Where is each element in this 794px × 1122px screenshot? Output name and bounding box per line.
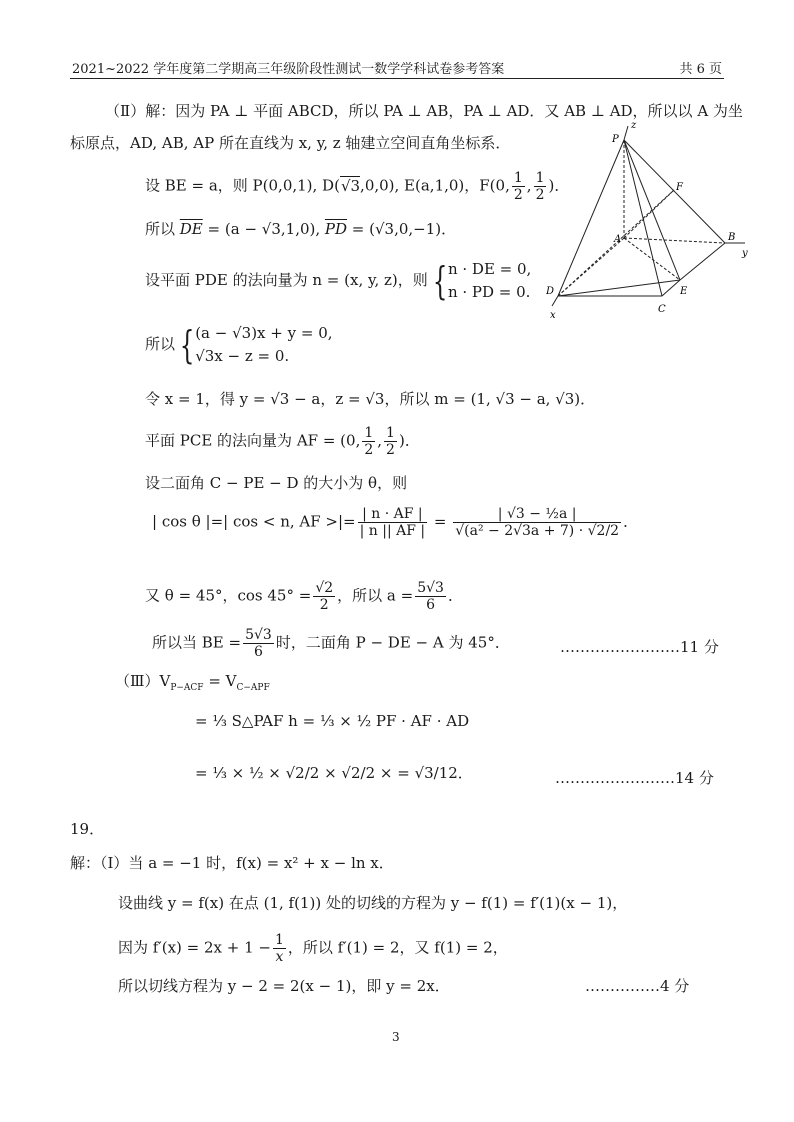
fraction xyxy=(313,580,335,613)
numerator: 1 xyxy=(274,932,284,948)
text: ,0,0), E(a,1,0)，F(0, xyxy=(360,176,510,195)
brace: { xyxy=(432,259,448,303)
numerator: 1 xyxy=(513,170,523,186)
label-y: y xyxy=(742,248,748,259)
header-page-count: 共 6 页 xyxy=(679,62,722,77)
part3-line1 xyxy=(115,670,270,693)
text: 时，二面角 P − DE − A 为 45°． xyxy=(275,633,510,652)
label-D: D xyxy=(546,286,555,297)
text: (a − √3,1,0), xyxy=(224,220,325,238)
denominator: 2 xyxy=(386,442,395,458)
fraction xyxy=(362,425,375,458)
label-A: A xyxy=(614,234,622,245)
q19-line2: 设曲线 y = f(x) 在点 (1, f(1)) 处的切线的方程为 y − f(1) = f′(1)(x − 1)， xyxy=(118,894,628,912)
fraction xyxy=(358,506,428,539)
denominator: x xyxy=(275,949,284,965)
fraction xyxy=(453,506,621,539)
q19-line3 xyxy=(118,932,508,965)
equation: n · PD = 0. xyxy=(447,283,531,301)
label-C: C xyxy=(658,304,666,315)
page-number: 3 xyxy=(392,1030,400,1044)
text: （Ⅲ）V xyxy=(115,672,171,690)
equation: n · DE = 0, xyxy=(447,260,532,278)
label-B: B xyxy=(728,232,736,243)
period: ． xyxy=(447,586,463,605)
subscript: P−ACF xyxy=(170,683,204,693)
denominator: 6 xyxy=(426,597,436,613)
text: ，所以 a = xyxy=(337,586,414,605)
separator: , xyxy=(526,176,532,195)
numerator: | n · AF | xyxy=(358,506,428,523)
denominator: 2 xyxy=(535,187,545,203)
q19-line4: 所以切线方程为 y − 2 = 2(x − 1)，即 y = 2x． xyxy=(118,977,450,995)
numerator: 1 xyxy=(364,425,374,441)
text: √3 xyxy=(340,176,361,195)
close-paren: )． xyxy=(548,176,570,195)
header-title: 2021~2022 学年度第二学期高三年级阶段性测试一数学学科试卷参考答案 xyxy=(72,62,505,77)
denominator: | n || AF | xyxy=(359,523,426,539)
question-19-number: 19． xyxy=(70,820,105,838)
part2-line7: 令 x = 1，得 y = √3 − a，z = √3，所以 m = (1, √3 − a, √3)． xyxy=(145,390,596,408)
equation: √3x − z = 0. xyxy=(195,347,290,365)
pyramid-figure xyxy=(540,118,755,323)
part3-line3: = ⅓ × ½ × √2/2 × √2/2 × = √3/12． xyxy=(195,764,473,782)
fraction xyxy=(273,932,286,965)
fraction xyxy=(415,580,446,613)
numerator: | √3 − ½a | xyxy=(453,506,621,523)
denominator: 2 xyxy=(513,187,523,203)
label-z: z xyxy=(631,120,637,131)
part2-line9: 设二面角 C − PE − D 的大小为 θ，则 xyxy=(145,474,408,492)
text: = V xyxy=(203,672,237,690)
part2-line11 xyxy=(145,580,463,613)
numerator: 5√3 xyxy=(417,580,444,596)
period: ． xyxy=(623,512,639,531)
text: (√3,0,−1)． xyxy=(369,220,457,238)
fraction xyxy=(384,425,397,458)
q19-line1: 解：（Ⅰ）当 a = −1 时，f(x) = x² + x − ln x． xyxy=(70,854,394,872)
text: 又 θ = 45°，cos 45° = xyxy=(145,586,312,605)
text: | cos θ |=| cos < n, AF >|= xyxy=(152,512,356,531)
part2-line1: （Ⅱ）解：因为 PA ⊥ 平面 ABCD，所以 PA ⊥ AB，PA ⊥ AD．又 AB ⊥ AD，所以以 A 为坐 xyxy=(105,102,743,120)
part2-line3 xyxy=(145,170,569,203)
vector-PD: $\overline{PD}$ xyxy=(324,220,348,238)
fraction xyxy=(512,170,525,203)
denominator: √(a² − 2√3a + 7) · √2/2 xyxy=(455,523,620,539)
part2-line12 xyxy=(152,627,510,660)
part2-line4: 所以 $\overline{DE} = (a - √3,1,0)$, $\overline{PD} = (√3,0,-1)$． xyxy=(145,220,457,238)
label-E: E xyxy=(680,286,688,297)
label-x: x xyxy=(550,310,556,321)
fraction xyxy=(243,627,274,660)
text: 设平面 PDE 的法向量为 n = (x, y, z)，则 xyxy=(145,271,428,289)
subscript: C−APF xyxy=(236,683,270,693)
label-F: F xyxy=(676,182,683,193)
numerator: 5√3 xyxy=(245,627,272,643)
equation-system xyxy=(195,322,332,368)
equation: (a − √3)x + y = 0, xyxy=(195,324,333,342)
score-11: ……………………11 分 xyxy=(560,638,719,656)
part2-line10: | cos θ |=| cos < n, AF >|= $\frac{| n \cdot AF |}{| n || AF |}$ = $\frac{\text{| √3 − ½a |}}{\text{√(a² − 2√3a + 7) · √2/2}}$ ． xyxy=(152,506,639,539)
denominator: 6 xyxy=(253,644,263,660)
part3-line2: = ⅓ S△PAF h = ⅓ × ½ PF · AF · AD xyxy=(195,712,470,730)
text: 所以 xyxy=(145,220,180,238)
text: 因为 f′(x) = 2x + 1 − xyxy=(118,938,271,957)
text: 设 BE = a，则 P(0,0,1), D( xyxy=(145,176,340,195)
text: 所以当 BE = xyxy=(152,633,242,652)
part2-line6 xyxy=(145,322,333,368)
part2-line8 xyxy=(145,425,420,458)
score-14: ……………………14 分 xyxy=(555,769,714,787)
numerator: 1 xyxy=(535,170,545,186)
vector-DE: $\overline{DE}$ xyxy=(179,220,203,238)
part2-line2: 标原点，AD, AB, AP 所在直线为 x, y, z 轴建立空间直角坐标系． xyxy=(70,134,511,152)
page-header xyxy=(70,58,724,79)
text: 平面 PCE 的法向量为 AF = (0, xyxy=(145,431,361,450)
close-paren: )． xyxy=(398,431,420,450)
brace: { xyxy=(179,323,195,367)
score-4: ……………4 分 xyxy=(585,977,690,995)
denominator: 2 xyxy=(364,442,374,458)
text: 所以 xyxy=(145,335,176,353)
denominator: 2 xyxy=(319,597,329,613)
numerator: 1 xyxy=(386,425,395,441)
separator: , xyxy=(377,431,383,450)
numerator: √2 xyxy=(315,580,334,596)
text: ，所以 f′(1) = 2，又 f(1) = 2， xyxy=(287,938,508,957)
label-P: P xyxy=(612,134,619,145)
equation-system xyxy=(448,258,531,304)
part2-line5 xyxy=(145,258,531,304)
